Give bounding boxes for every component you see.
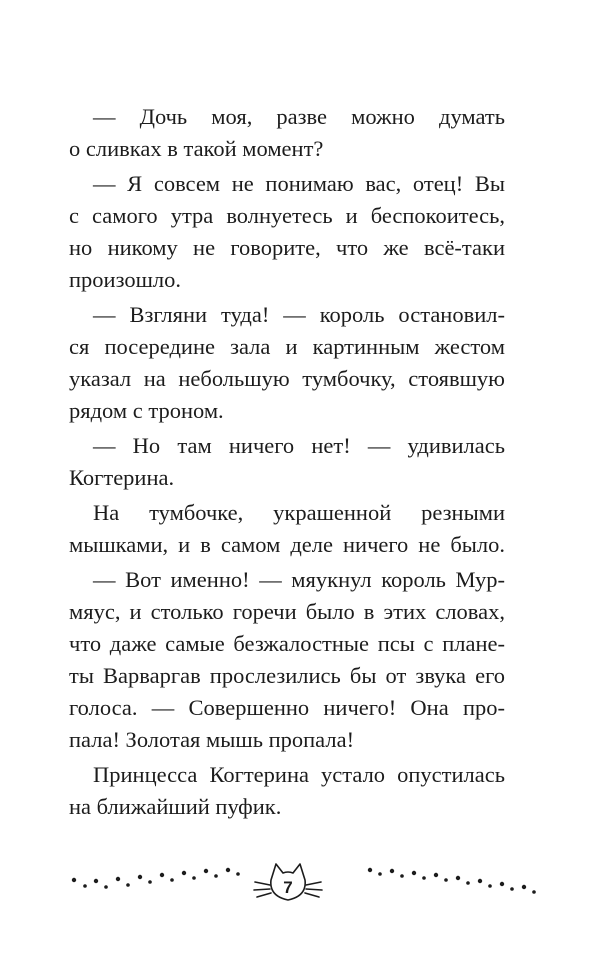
text-line: что даже самые безжалостные псы с плане- [69,631,505,656]
right-paw-dots [368,868,536,894]
text-line: мышками, и в самом деле ничего не было. [69,532,505,557]
text-line: — Дочь моя, разве можно думать [93,104,505,129]
text-line: — Но там ничего нет! — удивилась [93,433,505,458]
text-line: — Взгляни туда! — король остановил- [93,302,505,327]
text-line: голоса. — Совершенно ничего! Она про- [69,695,505,720]
text-line: Когтерина. [69,465,175,490]
text-line: — Вот именно! — мяукнул король Мур- [93,567,505,592]
text-line: — Я совсем не понимаю вас, отец! Вы [93,171,505,196]
text-line: но никому не говорите, что же всё-таки [69,235,505,260]
text-line: мяус, и столько горечи было в этих словах, [69,599,505,624]
text-line: пала! Золотая мышь пропала! [69,727,355,752]
text-line: На тумбочке, украшенной резными [93,500,505,525]
text-line: указал на небольшую тумбочку, стоявшую [69,366,505,391]
text-line: ты Варваргав прослезились бы от звука его [69,663,505,688]
text-line: Принцесса Когтерина устало опустилась [93,762,505,787]
text-line: рядом с троном. [69,398,224,423]
paw-trail-ornament [0,840,608,940]
text-line: с самого утра волнуетесь и беспокоитесь, [69,203,505,228]
text-line: на ближайший пуфик. [69,794,282,819]
text-line: о сливках в такой момент? [69,136,324,161]
page-number: 7 [283,878,293,897]
text-line: произошло. [69,267,182,292]
left-paw-dots [72,868,240,889]
page-footer [0,840,608,940]
text-line: ся посередине зала и картинным жестом [69,334,505,359]
